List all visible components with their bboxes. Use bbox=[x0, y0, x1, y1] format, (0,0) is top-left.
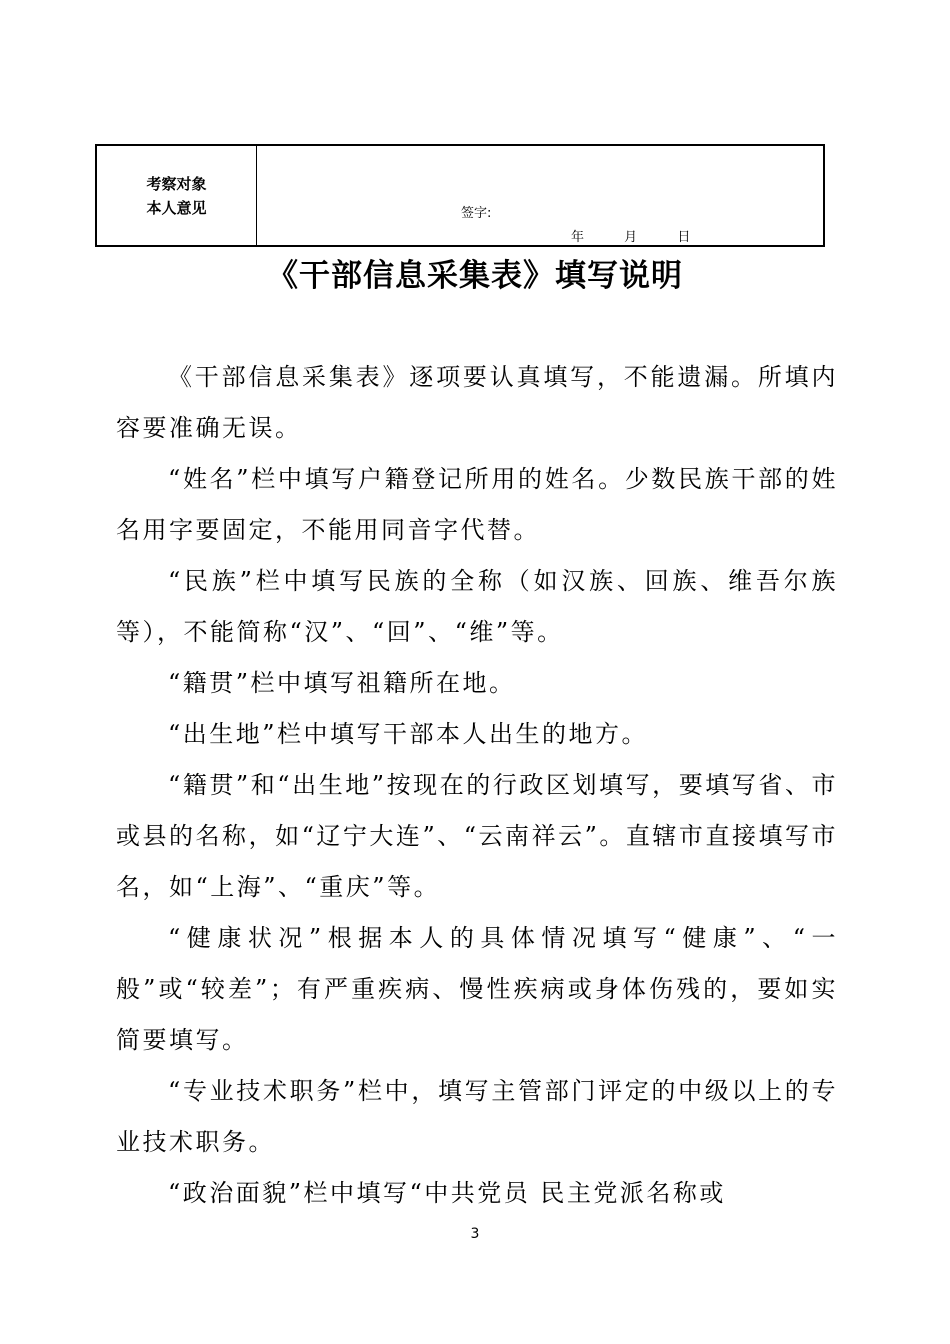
date-day: 日 bbox=[677, 230, 691, 245]
document-title: 《干部信息采集表》填写说明 bbox=[267, 258, 683, 294]
opinion-content-cell bbox=[257, 146, 823, 245]
paragraph: “专业技术职务”栏中，填写主管部门评定的中级以上的专业技术职务。 bbox=[116, 1077, 838, 1156]
page-number: 3 bbox=[470, 1226, 480, 1242]
opinion-label-cell bbox=[97, 146, 257, 245]
paragraph: “籍贯”栏中填写祖籍所在地。 bbox=[168, 669, 516, 697]
paragraph: “出生地”栏中填写干部本人出生的地方。 bbox=[168, 720, 649, 748]
date-year: 年 bbox=[571, 230, 585, 245]
opinion-label-line2: 本人意见 bbox=[146, 198, 207, 217]
signature-label: 签字: bbox=[461, 206, 492, 221]
paragraph: “民族”栏中填写民族的全称（如汉族、回族、维吾尔族等），不能简称“汉”、“回”、“维”等。 bbox=[116, 567, 838, 646]
opinion-label-line1: 考察对象 bbox=[146, 174, 207, 193]
paragraph: “籍贯”和“出生地”按现在的行政区划填写，要填写省、市或县的名称，如“辽宁大连”、“云南祥云”。直辖市直接填写市名，如“上海”、“重庆”等。 bbox=[116, 771, 838, 901]
date-row bbox=[571, 226, 726, 245]
paragraph: 《干部信息采集表》逐项要认真填写，不能遗漏。所填内容要准确无误。 bbox=[116, 363, 838, 442]
opinion-table bbox=[95, 144, 825, 247]
paragraph: “健康状况”根据本人的具体情况填写“健康”、“一般”或“较差”；有严重疾病、慢性疾病或身体伤残的，要如实简要填写。 bbox=[116, 924, 838, 1054]
date-month: 月 bbox=[624, 230, 638, 245]
paragraph: “姓名”栏中填写户籍登记所用的姓名。少数民族干部的姓名用字要固定，不能用同音字代替。 bbox=[116, 465, 838, 544]
instructions-body bbox=[116, 352, 838, 1219]
paragraph: “政治面貌”栏中填写“中共党员 民主党派名称或 bbox=[168, 1179, 726, 1207]
